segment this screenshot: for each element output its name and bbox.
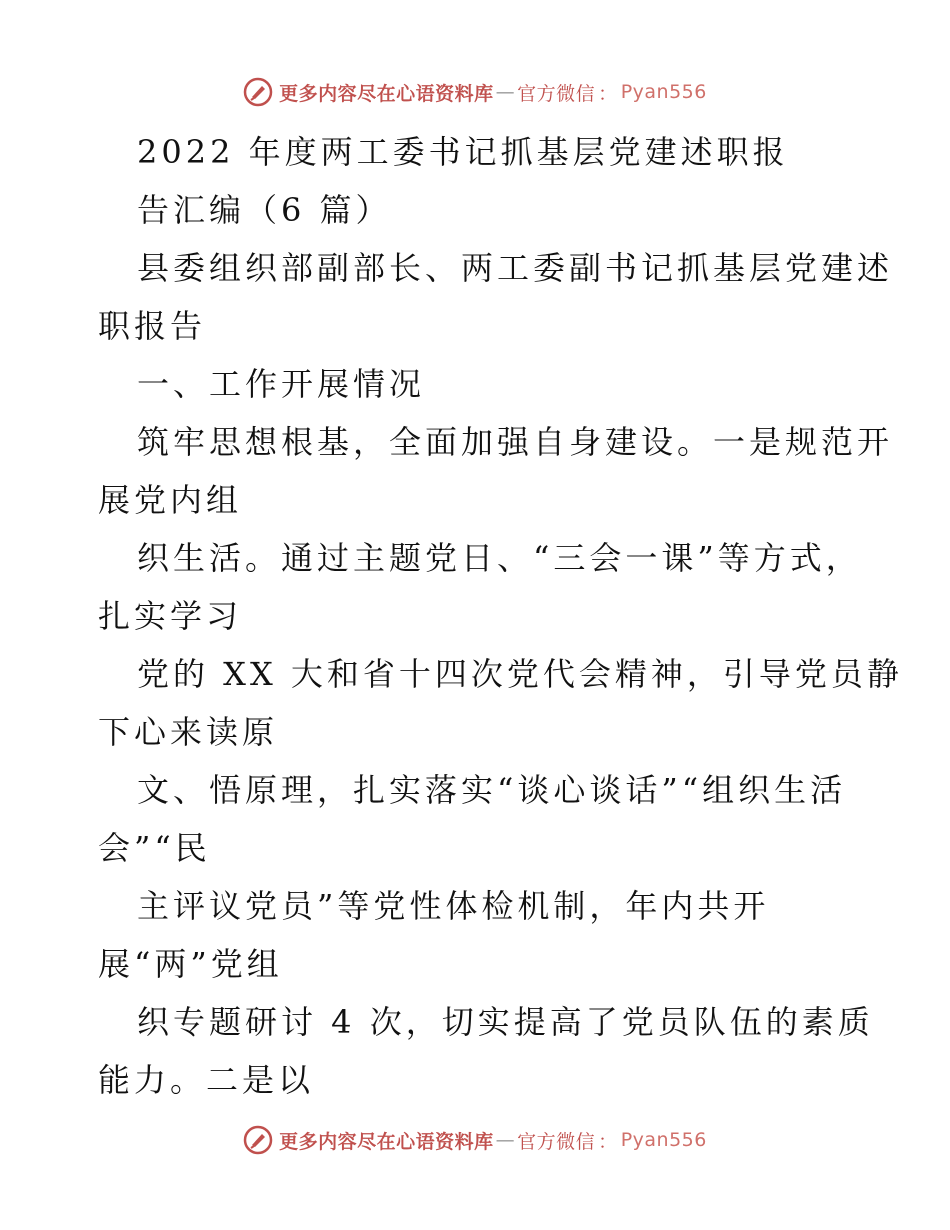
header-banner <box>0 72 950 112</box>
doc-title-line-1: 2022 年度两工委书记抓基层党建述职报 <box>137 133 789 171</box>
banner-separator: — <box>495 1129 516 1151</box>
banner-colon: ： <box>598 1130 618 1153</box>
brand-logo-icon <box>243 77 273 107</box>
banner-wechat-id: Pyan556 <box>620 81 707 103</box>
paragraph-line: 党的 XX 大和省十四次党代会精神，引导党员静 <box>137 655 903 693</box>
banner-wechat-label: 官方微信 <box>517 82 596 105</box>
banner-wechat-id: Pyan556 <box>620 1129 707 1151</box>
paragraph-line: 会”“民 <box>98 829 211 867</box>
paragraph-line: 织生活。通过主题党日、“三会一课”等方式， <box>137 539 862 577</box>
paragraph-line: 扎实学习 <box>98 597 243 635</box>
banner-text: 更多内容尽在心语资料库 <box>279 1130 494 1153</box>
brand-logo-icon <box>243 1125 273 1155</box>
paragraph-line: 筑牢思想根基，全面加强自身建设。一是规范开 <box>137 423 894 461</box>
paragraph-line: 文、悟原理，扎实落实“谈心谈话”“组织生活 <box>137 771 847 809</box>
banner-text: 更多内容尽在心语资料库 <box>279 82 494 105</box>
paragraph-line: 展党内组 <box>98 481 243 519</box>
section-heading: 一、工作开展情况 <box>137 365 426 403</box>
paragraph-line: 织专题研讨 4 次，切实提高了党员队伍的素质 <box>137 1003 874 1041</box>
paragraph-line: 能力。二是以 <box>98 1061 315 1099</box>
report-title-line-1: 县委组织部副部长、两工委副书记抓基层党建述 <box>137 249 894 287</box>
paragraph-line: 展“两”党组 <box>98 945 283 983</box>
paragraph-line: 主评议党员”等党性体检机制，年内共开 <box>137 887 770 925</box>
banner-separator: — <box>495 81 516 103</box>
paragraph-line: 下心来读原 <box>98 713 279 751</box>
document-body <box>0 123 950 1109</box>
doc-title-line-2: 告汇编（6 篇） <box>137 191 392 229</box>
banner-wechat-label: 官方微信 <box>517 1130 596 1153</box>
banner-colon: ： <box>598 82 618 105</box>
report-title-line-2: 职报告 <box>98 307 207 345</box>
footer-banner <box>0 1120 950 1160</box>
